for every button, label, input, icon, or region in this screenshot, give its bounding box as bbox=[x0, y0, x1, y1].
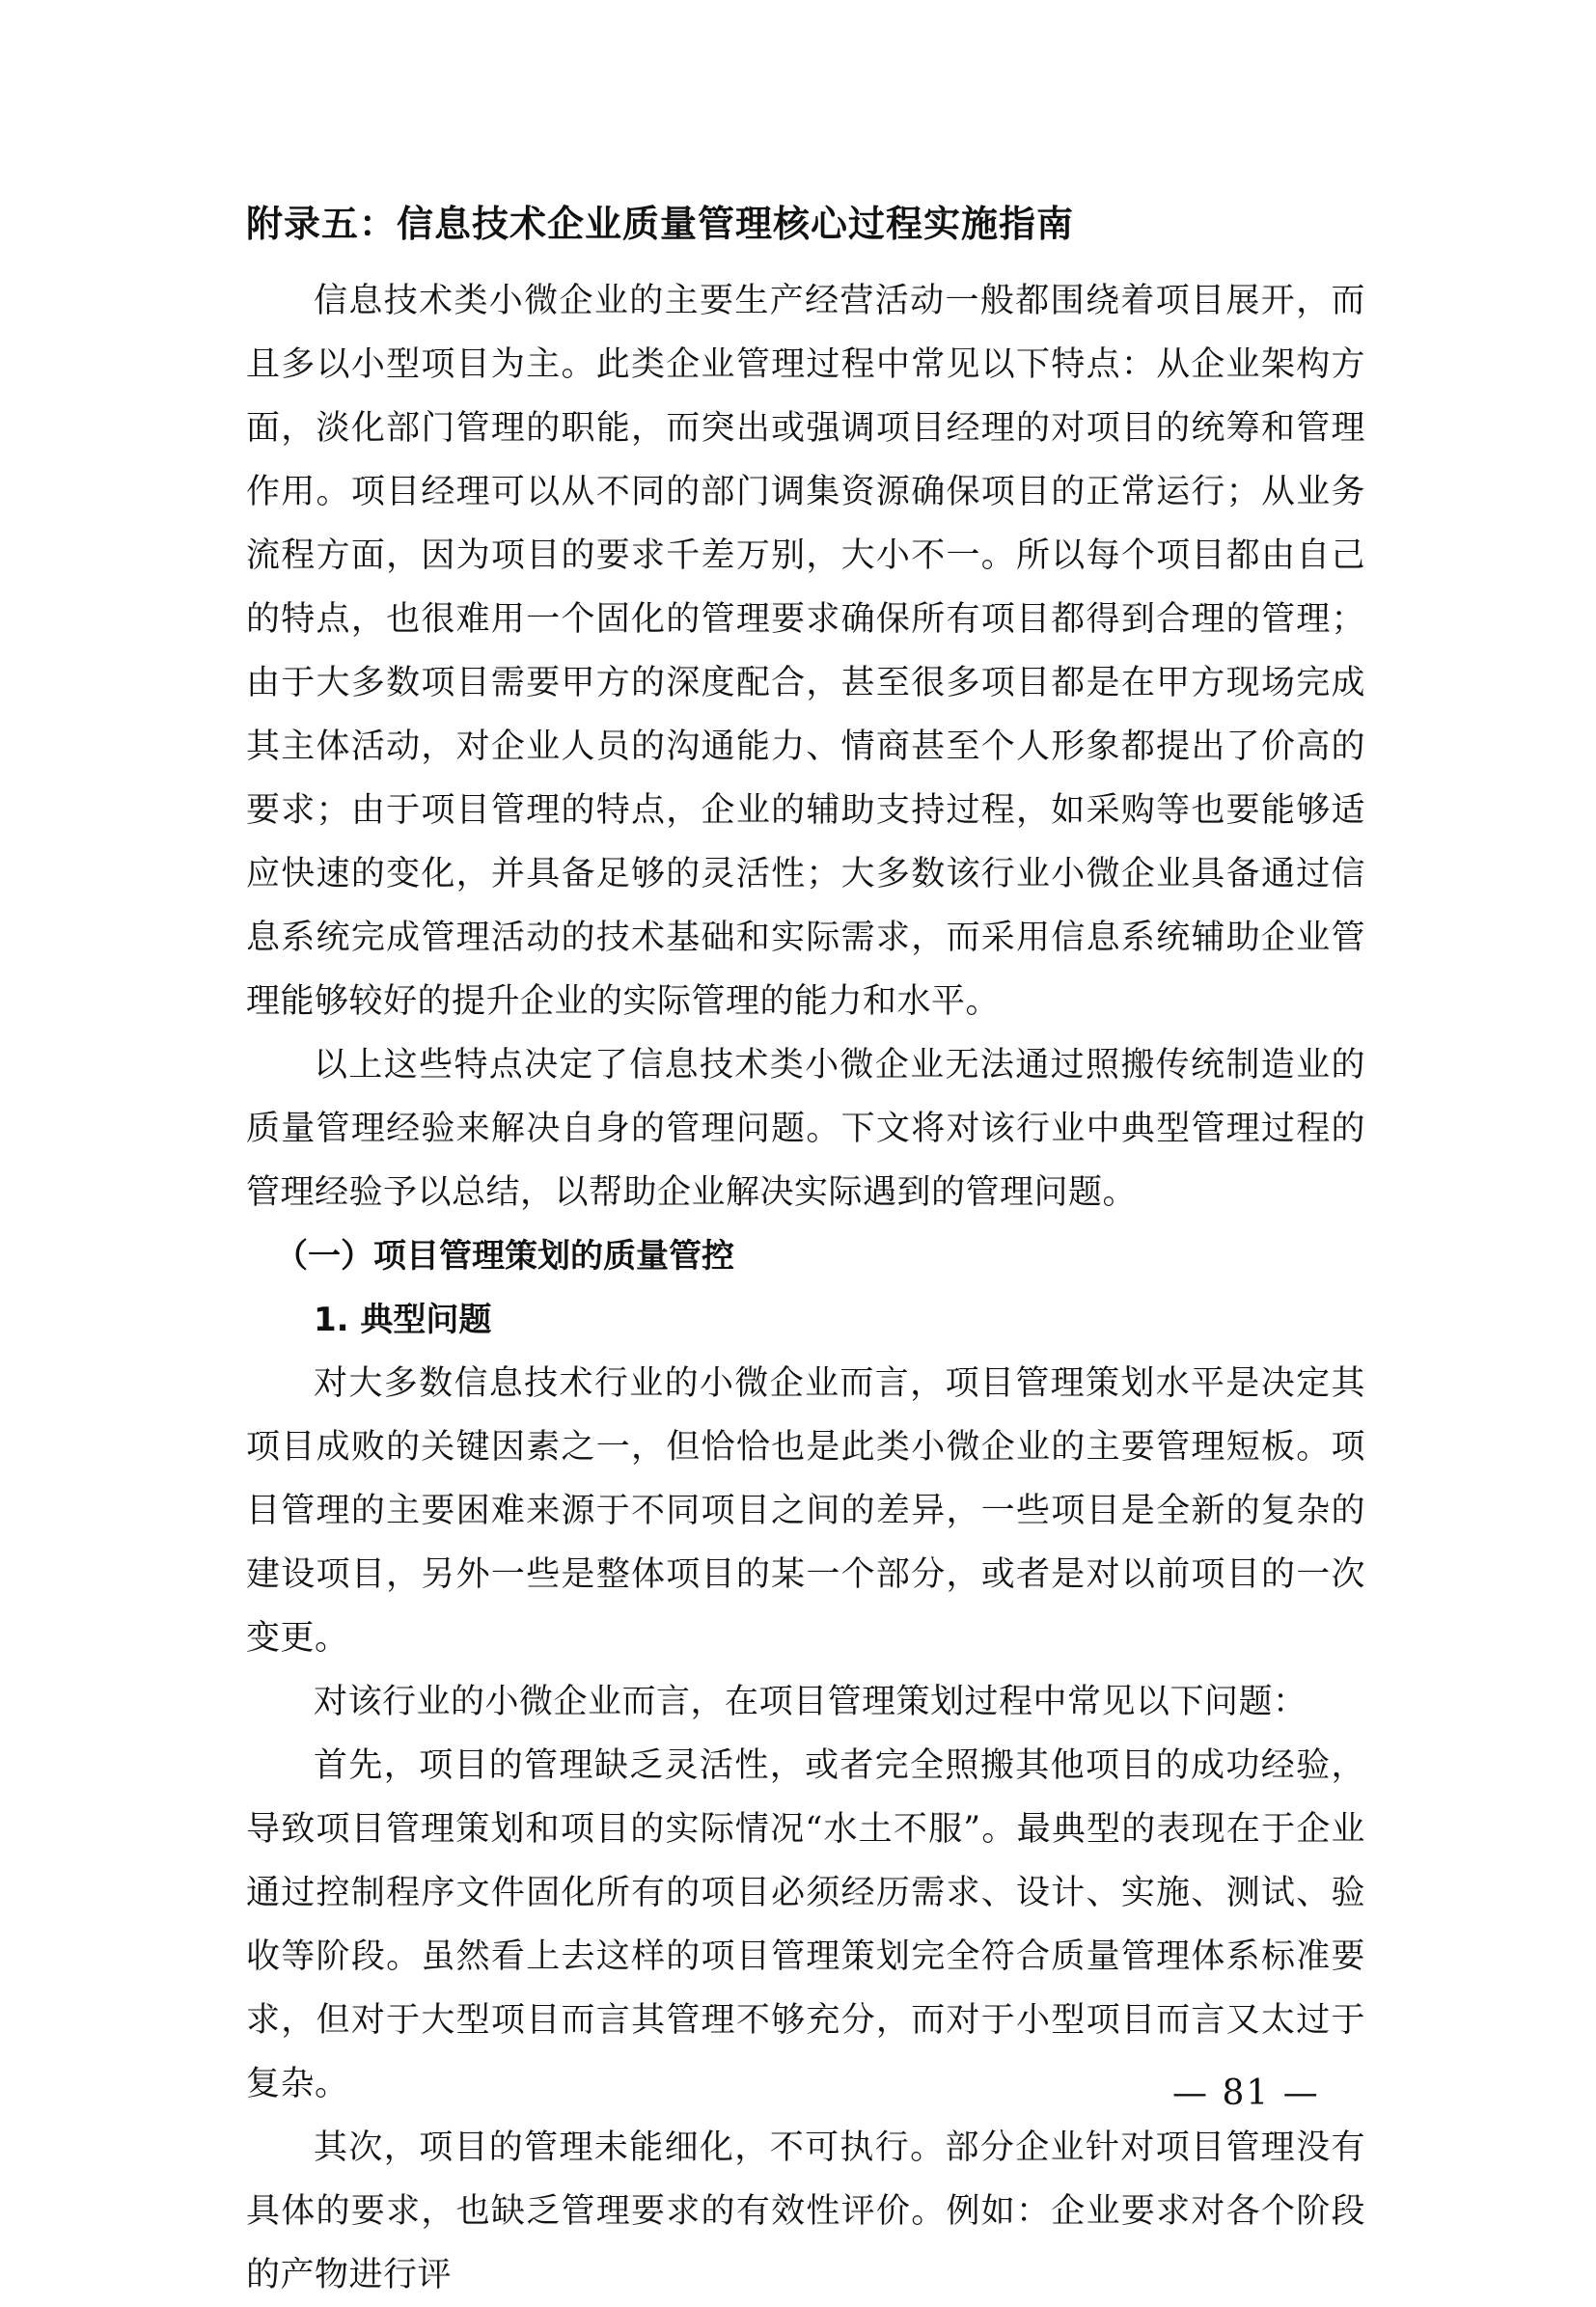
intro-paragraph-1: 信息技术类小微企业的主要生产经营活动一般都围绕着项目展开，而且多以小型项目为主。此类企业管理过程中常见以下特点：从企业架构方面，淡化部门管理的职能，而突出或强调项目经理的对项目的统筹和管理作用。项目经理可以从不同的部门调集资源确保项目的正常运行；从业务流程方面，因为项目的要求千差万别，大小不一。所以每个项目都由自己的特点，也很难用一个固化的管理要求确保所有项目都得到合理的管理；由于大多数项目需要甲方的深度配合，甚至很多项目都是在甲方现场完成其主体活动，对企业人员的沟通能力、情商甚至个人形象都提出了价高的要求；由于项目管理的特点，企业的辅助支持过程，如采购等也要能够适应快速的变化，并具备足够的灵活性；大多数该行业小微企业具备通过信息系统完成管理活动的技术基础和实际需求，而采用信息系统辅助企业管理能够较好的提升企业的实际管理的能力和水平。 bbox=[246, 282, 1365, 1021]
body-paragraph-2: 对该行业的小微企业而言，在项目管理策划过程中常见以下问题： bbox=[314, 1683, 1307, 1721]
body-paragraph-4: 其次，项目的管理未能细化，不可执行。部分企业针对项目管理没有具体的要求，也缺乏管理要求的有效性评价。例如：企业要求对各个阶段的产物进行评 bbox=[246, 2128, 1365, 2294]
body-paragraph-3: 首先，项目的管理缺乏灵活性，或者完全照搬其他项目的成功经验，导致项目管理策划和项目的实际情况“水土不服”。最典型的表现在于企业通过控制程序文件固化所有的项目必须经历需求、设计、实施、测试、验收等阶段。虽然看上去这样的项目管理策划完全符合质量管理体系标准要求，但对于大型项目而言其管理不够充分，而对于小型项目而言又太过于复杂。 bbox=[246, 1746, 1365, 2103]
body-paragraph-1: 对大多数信息技术行业的小微企业而言，项目管理策划水平是决定其项目成败的关键因素之一，但恰恰也是此类小微企业的主要管理短板。项目管理的主要困难来源于不同项目之间的差异，一些项目是全新的复杂的建设项目，另外一些是整体项目的某一个部分，或者是对以前项目的一次变更。 bbox=[246, 1364, 1365, 1658]
document-title: 附录五：信息技术企业质量管理核心过程实施指南 bbox=[246, 203, 1075, 245]
page-number: — 81 — bbox=[1172, 2074, 1320, 2113]
intro-paragraph-2: 以上这些特点决定了信息技术类小微企业无法通过照搬传统制造业的质量管理经验来解决自身的管理问题。下文将对该行业中典型管理过程的管理经验予以总结，以帮助企业解决实际遇到的管理问题。 bbox=[246, 1046, 1365, 1212]
subsection-heading: 1. 典型问题 bbox=[314, 1301, 492, 1339]
section-heading: （一）项目管理策划的质量管控 bbox=[275, 1237, 734, 1276]
document-page bbox=[246, 198, 1365, 2307]
